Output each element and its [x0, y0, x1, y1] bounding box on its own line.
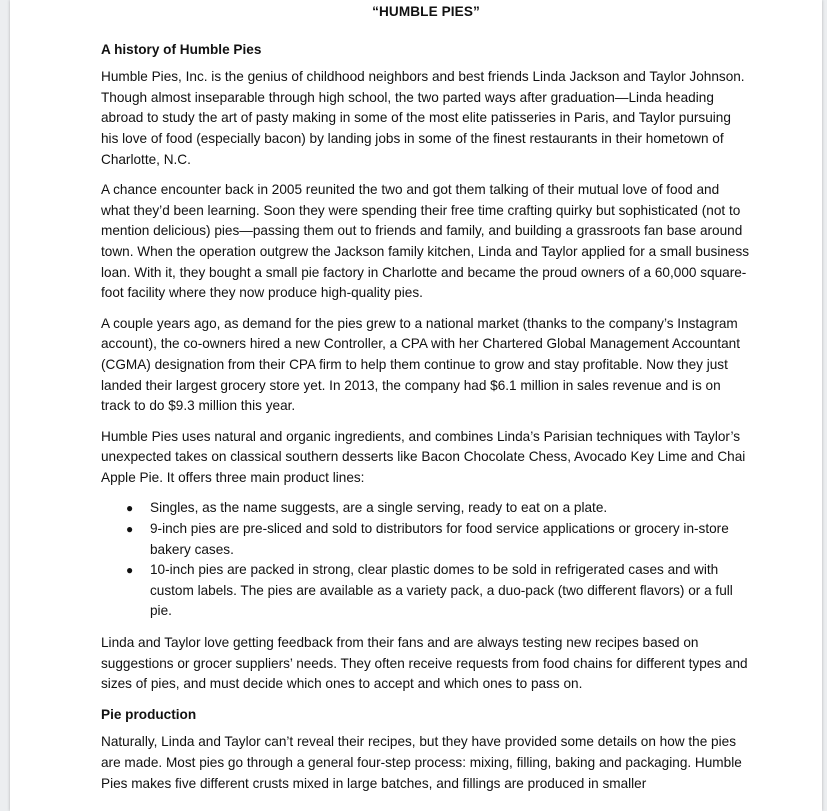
list-item-text: 9-inch pies are pre-sliced and sold to distributors for food service applications or grocery in-store bakery cases.: [150, 521, 729, 557]
section-heading-pie-production: Pie production: [101, 706, 197, 722]
section-heading-history: A history of Humble Pies: [101, 41, 262, 57]
list-item: [126, 560, 751, 622]
document-title: “HUMBLE PIES”: [372, 4, 480, 19]
list-item-text: 10-inch pies are packed in strong, clear plastic domes to be sold in refrigerated cases and with custom labels. The pies are available as a variety pack, a duo-pack (two different flavors) or a full pie.: [150, 562, 733, 619]
history-paragraph-3: A couple years ago, as demand for the pies grew to a national market (thanks to the company’s Instagram account), the co-owners hired a new Controller, a CPA with her Chartered Global Management Accountant (CGMA) designation from their CPA firm to help them continue to grow and stay profitable. Now they just landed their largest grocery store yet. In 2013, the company had $6.1 million in sales revenue and is on track to do $9.3 million this year.: [101, 315, 740, 414]
production-paragraph-1: Naturally, Linda and Taylor can’t reveal their recipes, but they have provided some details on how the pies are made. Most pies go through a general four-step process: mixing, filling, baking and packaging. Humble Pies makes five different crusts mixed in large batches, and fillings are produced in smaller: [101, 734, 742, 791]
list-item: [126, 519, 751, 560]
list-item: [126, 498, 751, 519]
bullet-icon: ●: [126, 563, 134, 578]
history-closing-paragraph: Linda and Taylor love getting feedback from their fans and are always testing new recipes based on suggestions or grocer suppliers’ needs. They often receive requests from food chains for different types and sizes of pies, and must decide which ones to accept and which ones to pass on.: [101, 635, 748, 692]
history-paragraph-2: A chance encounter back in 2005 reunited the two and got them talking of their mutual love of food and what they’d been learning. Soon they were spending their free time crafting quirky but sophisticated (not to mention delicious) pies—passing them out to friends and family, and building a grassroots fan base around town. When the operation outgrew the Jackson family kitchen, Linda and Taylor applied for a small business loan. With it, they bought a small pie factory in Charlotte and became the proud owners of a 60,000 square-foot facility where they now produce high-quality pies.: [101, 182, 750, 301]
list-item-text: Singles, as the name suggests, are a single serving, ready to eat on a plate.: [150, 500, 608, 516]
document-page: [10, 0, 822, 811]
bullet-icon: ●: [126, 522, 134, 537]
history-paragraph-1: Humble Pies, Inc. is the genius of childhood neighbors and best friends Linda Jackson and Taylor Johnson. Though almost inseparable through high school, the two parted ways after graduation—Linda heading abroad to study the art of pasty making in some of the most elite patisseries in Paris, and Taylor pursuing his love of food (especially bacon) by landing jobs in some of the finest restaurants in their hometown of Charlotte, N.C.: [101, 69, 745, 167]
bullet-icon: ●: [126, 501, 134, 516]
history-paragraph-4: Humble Pies uses natural and organic ingredients, and combines Linda’s Parisian techniques with Taylor’s unexpected takes on classical southern desserts like Bacon Chocolate Chess, Avocado Key Lime and Chai Apple Pie. It offers three main product lines:: [101, 428, 746, 485]
product-lines-list: [101, 498, 751, 622]
document-content: [101, 2, 751, 804]
